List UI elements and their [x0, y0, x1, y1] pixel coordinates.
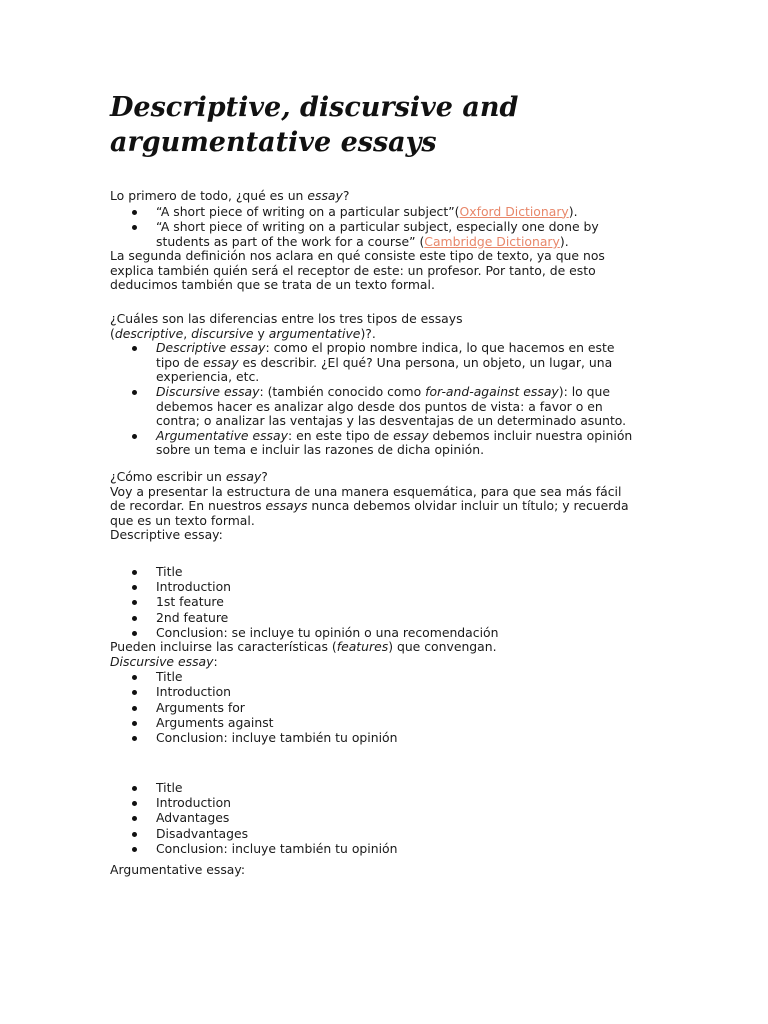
intro-section — [110, 189, 670, 293]
list-item: Introduction — [110, 684, 670, 699]
cambridge-dictionary-link[interactable]: Cambridge Dictionary — [424, 234, 560, 249]
list-item: Introduction — [110, 579, 670, 594]
discursive-essay-label: Discursive essay: — [110, 653, 218, 669]
structure-list — [110, 780, 670, 856]
list-item: Arguments for — [110, 700, 670, 715]
list-item-argumentative: Argumentative essay: en este tipo de essay debemos incluir nuestra opinión sobre un tema e incluir las razones de dicha opinión. — [110, 429, 670, 458]
types-list — [110, 341, 670, 458]
paragraph-line: que es un texto formal. — [110, 512, 255, 528]
structure-list — [110, 669, 670, 745]
differences-question: ¿Cuáles son las diferencias entre los tres tipos de essays — [110, 311, 463, 326]
intro-question: Lo primero de todo, ¿qué es un essay? — [110, 188, 350, 203]
list-item: Conclusion: incluye también tu opinión — [110, 841, 670, 856]
how-to-section — [110, 470, 670, 543]
list-item: “A short piece of writing on a particular subject”(Oxford Dictionary). — [110, 204, 670, 219]
paragraph-line: La segunda definición nos aclara en qué consiste este tipo de texto, ya que nos — [110, 248, 605, 264]
list-item: Conclusion: incluye también tu opinión — [110, 730, 670, 745]
list-item: Advantages — [110, 810, 670, 825]
paragraph-line: Voy a presentar la estructura de una manera esquemática, para que sea más fácil — [110, 483, 622, 499]
list-item: Introduction — [110, 795, 670, 810]
how-question: ¿Cómo escribir un essay? — [110, 469, 268, 484]
list-item-descriptive: Descriptive essay: como el propio nombre indica, lo que hacemos en este tipo de essay es describir. ¿El qué? Una persona, un objeto, un lugar, una experiencia, etc. — [110, 341, 670, 385]
list-item: Title — [110, 780, 670, 795]
differences-question-types: (descriptive, discursive y argumentative)?. — [110, 325, 376, 341]
list-item: Conclusion: se incluye tu opinión o una recomendación — [110, 625, 670, 640]
features-note: Pueden incluirse las características (features) que convengan. — [110, 639, 497, 655]
title-line-2: argumentative essays — [110, 127, 437, 158]
list-item: 2nd feature — [110, 610, 670, 625]
list-item: Disadvantages — [110, 826, 670, 841]
differences-section — [110, 312, 670, 458]
list-item: Title — [110, 669, 670, 684]
paragraph-line: deducimos también que se trata de un texto formal. — [110, 277, 435, 293]
discursive-structure-alt — [110, 780, 670, 856]
paragraph-line: explica también quién será el receptor de este: un profesor. Por tanto, de esto — [110, 262, 596, 278]
oxford-dictionary-link[interactable]: Oxford Dictionary — [459, 203, 569, 219]
descriptive-structure — [110, 564, 670, 745]
page-title — [110, 90, 710, 160]
argumentative-essay-label: Argumentative essay: — [110, 862, 245, 877]
descriptive-essay-label: Descriptive essay: — [110, 527, 223, 543]
list-item-discursive: Discursive essay: (también conocido como for-and-against essay): lo que debemos hacer es analizar algo desde dos puntos de vista: a favor o en contra; o analizar las ventajas y las desventajas de un determinado asunto. — [110, 385, 670, 429]
paragraph-line: de recordar. En nuestros essays nunca debemos olvidar incluir un título; y recuerda — [110, 498, 629, 514]
definition-list — [110, 204, 670, 250]
title-line-1: Descriptive, discursive and — [110, 92, 519, 123]
list-item: Title — [110, 564, 670, 579]
list-item: Arguments against — [110, 715, 670, 730]
list-item: 1st feature — [110, 594, 670, 609]
list-item: “A short piece of writing on a particular subject, especially one done by students as part of the work for a course” (Cambridge Dictionary). — [110, 219, 670, 249]
structure-list — [110, 564, 670, 640]
